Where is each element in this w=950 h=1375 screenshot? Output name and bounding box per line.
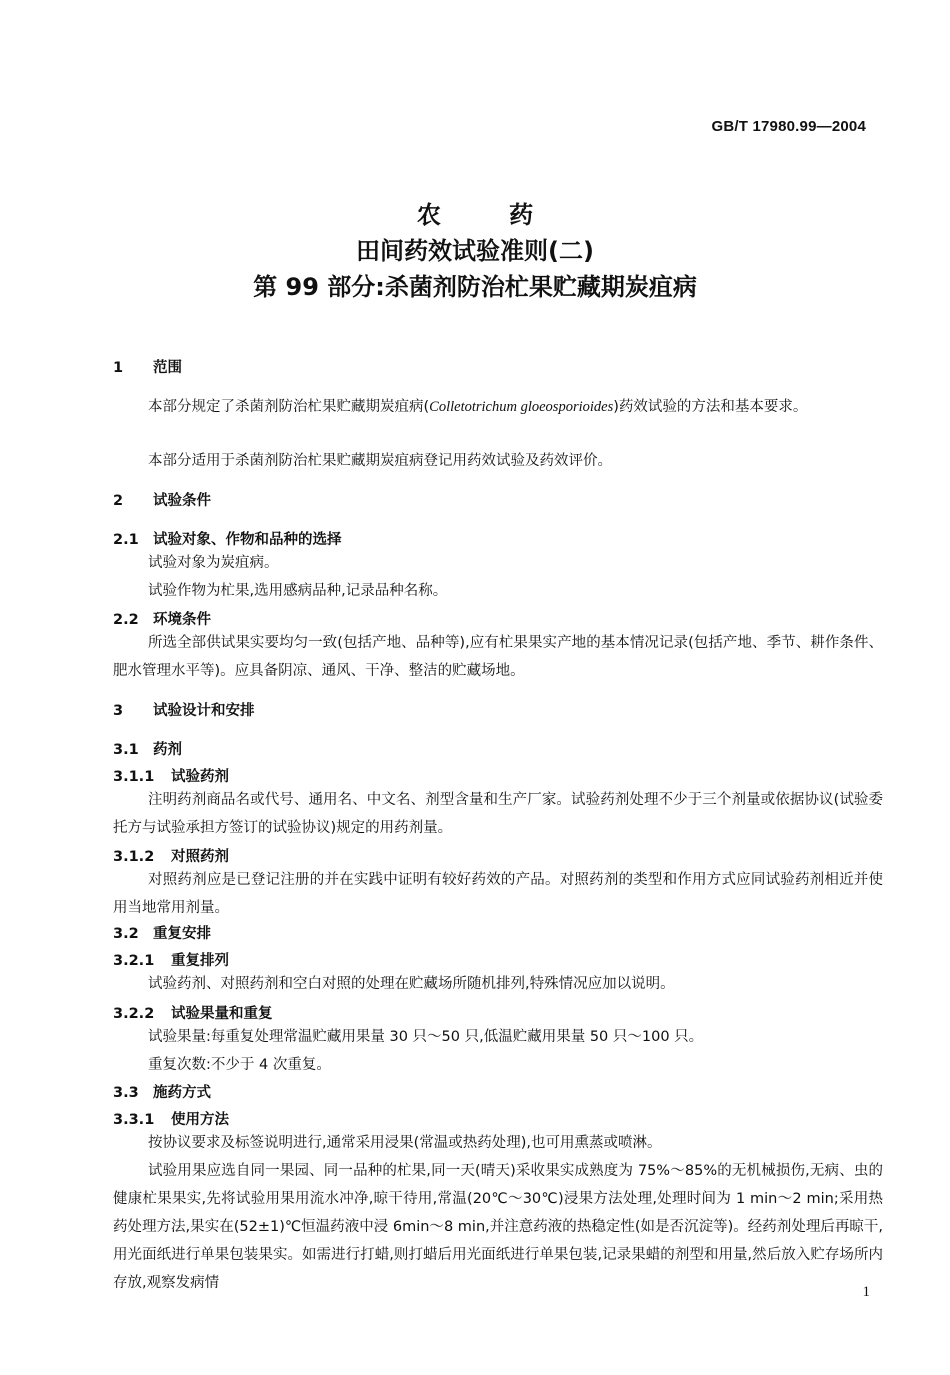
section-3-1-2-heading: [113, 845, 883, 866]
text-run: )药效试验的方法和基本要求。: [613, 399, 808, 415]
section-number: 3.1.2: [113, 849, 155, 865]
section-2-1-heading: [113, 528, 883, 549]
section-1-heading: [113, 356, 883, 377]
section-number: 3.2: [113, 926, 139, 942]
section-2-2-heading: [113, 608, 883, 629]
section-title: 药剂: [153, 742, 182, 758]
section-number: 3.1.1: [113, 769, 155, 785]
standard-code: GB/T 17980.99—2004: [711, 118, 866, 135]
section-3-2-1-heading: [113, 949, 883, 970]
section-2-2-paragraph: 所选全部供试果实要均匀一致(包括产地、品种等),应有杧果果实产地的基本情况记录(包括产地、季节、耕作条件、肥水管理水平等)。应具备阴凉、通风、干净、整洁的贮藏场地。: [113, 635, 883, 679]
page-number: 1: [862, 1284, 870, 1300]
section-title: 重复安排: [153, 926, 211, 942]
title-line-1: 农 药: [416, 201, 564, 229]
section-number: 3: [113, 703, 124, 719]
section-title: 试验条件: [153, 493, 211, 509]
section-number: 3.3: [113, 1085, 139, 1101]
section-3-3-1-heading: [113, 1108, 883, 1129]
section-3-2-2-line-2: 重复次数:不少于 4 次重复。: [148, 1057, 331, 1073]
document-title: [0, 197, 950, 305]
section-title: 试验药剂: [171, 769, 229, 785]
section-3-1-heading: [113, 738, 883, 759]
section-3-3-1-paragraph-1: 按协议要求及标签说明进行,通常采用浸果(常温或热药处理),也可用熏蒸或喷淋。: [148, 1135, 662, 1151]
section-title: 试验对象、作物和品种的选择: [153, 532, 342, 548]
section-3-3-1-paragraph-2: 试验用果应选自同一果园、同一品种的杧果,同一天(晴天)采收果实成熟度为 75%～85%的无机械损伤,无病、虫的健康杧果果实,先将试验用果用流水冲净,晾干待用,常温(20℃～30℃)浸果方法处理,处理时间为 1 min～2 min;采用热药处理方法,果实在(52±1)℃恒温药液中浸 6min～8 min,并注意药液的热稳定性(如是否沉淀等)。经药剂处理后再晾干,用光面纸进行单果包装果实。如需进行打蜡,则打蜡后用光面纸进行单果包装,记录果蜡的剂型和用量,然后放入贮存场所内存放,观察发病情: [113, 1163, 883, 1291]
section-3-2-heading: [113, 922, 883, 943]
section-3-2-2-heading: [113, 1002, 883, 1023]
text-run: 本部分规定了杀菌剂防治杧果贮藏期炭疽病(: [148, 399, 430, 415]
section-title: 施药方式: [153, 1085, 211, 1101]
section-number: 3.2.1: [113, 953, 155, 969]
section-3-1-1-heading: [113, 765, 883, 786]
section-1-paragraph-2: 本部分适用于杀菌剂防治杧果贮藏期炭疽病登记用药效试验及药效评价。: [148, 453, 612, 469]
section-3-2-2-line-1: 试验果量:每重复处理常温贮藏用果量 30 只～50 只,低温贮藏用果量 50 只～100 只。: [148, 1029, 704, 1045]
section-1-paragraph-1: [113, 393, 883, 421]
latin-name: Colletotrichum gloeosporioides: [429, 399, 614, 415]
title-line-3: 第 99 部分:杀菌剂防治杧果贮藏期炭疽病: [253, 273, 697, 301]
section-number: 3.1: [113, 742, 139, 758]
section-title: 重复排列: [171, 953, 229, 969]
section-title: 试验设计和安排: [153, 703, 255, 719]
section-3-3-heading: [113, 1081, 883, 1102]
section-title: 范围: [153, 360, 182, 376]
section-title: 使用方法: [171, 1112, 229, 1128]
section-3-1-1-paragraph: 注明药剂商品名或代号、通用名、中文名、剂型含量和生产厂家。试验药剂处理不少于三个剂量或依据协议(试验委托方与试验承担方签订的试验协议)规定的用药剂量。: [113, 792, 883, 836]
section-3-1-2-paragraph: 对照药剂应是已登记注册的并在实践中证明有较好药效的产品。对照药剂的类型和作用方式应同试验药剂相近并使用当地常用剂量。: [113, 872, 883, 916]
section-number: 3.2.2: [113, 1006, 155, 1022]
section-title: 对照药剂: [171, 849, 229, 865]
section-2-heading: [113, 489, 883, 510]
section-title: 试验果量和重复: [171, 1006, 273, 1022]
section-number: 1: [113, 360, 124, 376]
section-number: 2: [113, 493, 124, 509]
section-3-heading: [113, 699, 883, 720]
section-number: 2.2: [113, 612, 139, 628]
section-2-1-line-1: 试验对象为炭疽病。: [148, 555, 279, 571]
section-3-2-1-paragraph: 试验药剂、对照药剂和空白对照的处理在贮藏场所随机排列,特殊情况应加以说明。: [148, 976, 675, 992]
section-title: 环境条件: [153, 612, 211, 628]
section-number: 3.3.1: [113, 1112, 155, 1128]
section-number: 2.1: [113, 532, 139, 548]
section-2-1-line-2: 试验作物为杧果,选用感病品种,记录品种名称。: [148, 583, 448, 599]
title-line-2: 田间药效试验准则(二): [356, 237, 594, 265]
